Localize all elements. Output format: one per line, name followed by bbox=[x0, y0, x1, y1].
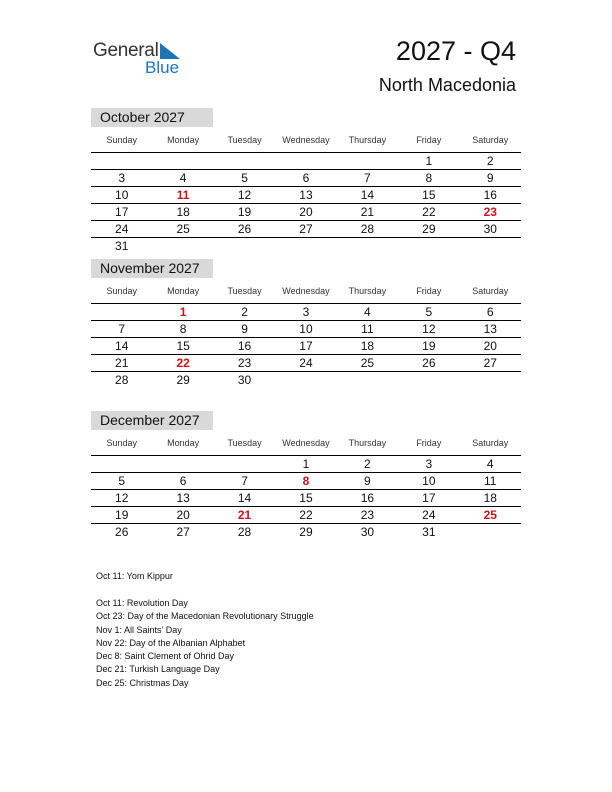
note-line: Oct 23: Day of the Macedonian Revolutionary Struggle bbox=[96, 611, 314, 622]
date-cell bbox=[152, 456, 213, 472]
date-cell: 21 bbox=[115, 356, 129, 370]
date-cell: 22 bbox=[299, 508, 313, 522]
weekday-label: Saturday bbox=[472, 135, 509, 145]
weekday-label: Wednesday bbox=[282, 135, 330, 145]
date-cell: 13 bbox=[483, 322, 497, 336]
date-cell: 4 bbox=[179, 171, 187, 185]
date-cell: 18 bbox=[360, 339, 375, 353]
date-cell: 30 bbox=[360, 525, 375, 539]
week-row bbox=[91, 490, 521, 507]
weekday-label: Friday bbox=[416, 286, 442, 296]
date-cell: 27 bbox=[299, 222, 313, 236]
date-cell: 14 bbox=[115, 339, 129, 353]
weekday-header bbox=[91, 283, 521, 304]
weekday-label: Monday bbox=[167, 286, 200, 296]
date-cell bbox=[460, 238, 521, 255]
date-cell: 19 bbox=[237, 205, 252, 219]
note-line: Dec 25: Christmas Day bbox=[96, 677, 189, 688]
date-cell: 11 bbox=[361, 322, 374, 336]
weekday-label: Monday bbox=[167, 135, 200, 145]
date-cell: 16 bbox=[483, 188, 497, 202]
date-cell: 16 bbox=[237, 339, 252, 353]
date-cell: 1 bbox=[302, 457, 310, 471]
weekday-header bbox=[91, 435, 521, 456]
date-cell: 12 bbox=[237, 188, 252, 202]
holiday-date: 21 bbox=[237, 508, 252, 522]
date-cell bbox=[214, 456, 275, 472]
note-line: Nov 22: Day of the Albanian Alphabet bbox=[96, 637, 246, 648]
generalblue-logo bbox=[93, 40, 193, 80]
weekday-label: Tuesday bbox=[227, 135, 262, 145]
date-cell: 9 bbox=[364, 474, 371, 488]
date-cell: 28 bbox=[360, 222, 375, 236]
date-cell: 31 bbox=[422, 525, 436, 539]
date-cell: 3 bbox=[302, 305, 310, 319]
date-cell bbox=[398, 372, 459, 389]
date-cell: 5 bbox=[118, 474, 126, 488]
weekday-label: Monday bbox=[167, 438, 200, 448]
date-cell: 4 bbox=[364, 305, 371, 319]
week-row bbox=[91, 304, 521, 321]
date-cell: 2 bbox=[486, 154, 494, 168]
date-cell bbox=[214, 238, 275, 255]
week-row bbox=[91, 221, 521, 238]
week-row bbox=[91, 187, 521, 204]
date-cell: 24 bbox=[299, 356, 313, 370]
date-cell: 15 bbox=[299, 491, 313, 505]
holiday-date: 22 bbox=[176, 356, 190, 370]
date-cell: 29 bbox=[422, 222, 436, 236]
weekday-label: Sunday bbox=[106, 286, 137, 296]
date-cell: 3 bbox=[118, 171, 126, 185]
date-cell: 7 bbox=[364, 171, 371, 185]
week-row bbox=[91, 204, 521, 221]
month-label: November 2027 bbox=[91, 259, 213, 278]
note-line: Oct 11: Revolution Day bbox=[96, 598, 188, 608]
date-cell: 5 bbox=[425, 305, 433, 319]
date-cell: 20 bbox=[176, 508, 190, 522]
date-cell bbox=[460, 372, 521, 389]
week-row bbox=[91, 473, 521, 490]
date-cell: 8 bbox=[179, 322, 187, 336]
note-line: Oct 11: Yom Kippur bbox=[96, 571, 173, 581]
date-cell: 10 bbox=[299, 322, 313, 336]
date-cell: 29 bbox=[299, 525, 313, 539]
date-cell: 13 bbox=[299, 188, 313, 202]
date-cell bbox=[275, 372, 336, 389]
date-cell: 2 bbox=[364, 457, 371, 471]
month-label: October 2027 bbox=[91, 108, 213, 127]
logo-blue-text: Blue bbox=[145, 58, 180, 77]
date-cell bbox=[152, 153, 213, 169]
page-title: 2027 - Q4 bbox=[395, 36, 516, 66]
week-row bbox=[91, 321, 521, 338]
date-cell: 10 bbox=[115, 188, 129, 202]
date-cell: 17 bbox=[115, 205, 129, 219]
date-cell: 26 bbox=[422, 356, 436, 370]
date-cell: 28 bbox=[237, 525, 252, 539]
weekday-label: Saturday bbox=[472, 286, 509, 296]
week-row bbox=[91, 355, 521, 372]
holiday-date: 23 bbox=[483, 205, 497, 219]
date-cell: 27 bbox=[483, 356, 497, 370]
observances-list bbox=[96, 570, 173, 583]
week-row bbox=[91, 338, 521, 355]
date-cell: 7 bbox=[118, 322, 126, 336]
holidays-list bbox=[96, 597, 314, 690]
note-line: Dec 21: Turkish Language Day bbox=[96, 664, 220, 675]
date-cell: 22 bbox=[422, 205, 436, 219]
logo-general-text: General bbox=[93, 40, 159, 61]
date-cell: 3 bbox=[425, 457, 433, 471]
date-cell: 7 bbox=[241, 474, 248, 488]
date-cell: 30 bbox=[483, 222, 497, 236]
date-cell: 10 bbox=[422, 474, 436, 488]
weekday-header bbox=[91, 132, 521, 153]
weekday-label: Friday bbox=[416, 135, 442, 145]
date-cell: 20 bbox=[483, 339, 497, 353]
date-cell: 25 bbox=[360, 356, 375, 370]
date-cell: 11 bbox=[484, 474, 497, 488]
date-cell: 16 bbox=[360, 491, 375, 505]
date-cell: 18 bbox=[483, 491, 497, 505]
week-row bbox=[91, 456, 521, 473]
date-cell: 9 bbox=[241, 322, 248, 336]
weekday-label: Thursday bbox=[348, 438, 387, 448]
date-cell: 5 bbox=[241, 171, 248, 185]
date-cell: 15 bbox=[422, 188, 436, 202]
date-cell: 23 bbox=[237, 356, 252, 370]
date-cell: 6 bbox=[486, 305, 494, 319]
date-cell: 28 bbox=[115, 373, 129, 387]
weekday-label: Thursday bbox=[348, 286, 387, 296]
date-cell: 31 bbox=[115, 239, 129, 253]
date-cell: 30 bbox=[237, 373, 252, 387]
date-cell: 18 bbox=[176, 205, 190, 219]
date-cell: 8 bbox=[425, 171, 433, 185]
weekday-label: Sunday bbox=[106, 135, 137, 145]
date-cell: 17 bbox=[299, 339, 313, 353]
date-cell: 9 bbox=[486, 171, 494, 185]
date-cell: 25 bbox=[176, 222, 190, 236]
week-row bbox=[91, 153, 521, 170]
weekday-label: Wednesday bbox=[282, 438, 330, 448]
date-cell: 1 bbox=[425, 154, 433, 168]
date-cell: 24 bbox=[115, 222, 129, 236]
date-cell: 24 bbox=[422, 508, 436, 522]
date-cell: 2 bbox=[241, 305, 248, 319]
date-cell: 14 bbox=[237, 491, 252, 505]
date-cell: 17 bbox=[422, 491, 436, 505]
holiday-date: 25 bbox=[483, 508, 497, 522]
date-cell: 19 bbox=[422, 339, 436, 353]
date-cell: 29 bbox=[176, 373, 190, 387]
note-line: Nov 1: All Saints’ Day bbox=[96, 624, 182, 635]
date-cell: 26 bbox=[237, 222, 252, 236]
country-name: North Macedonia bbox=[378, 75, 516, 95]
month-calendar bbox=[91, 411, 521, 541]
date-cell bbox=[337, 153, 398, 169]
date-cell: 23 bbox=[360, 508, 375, 522]
date-cell bbox=[398, 238, 459, 255]
date-cell bbox=[214, 153, 275, 169]
week-row bbox=[91, 507, 521, 524]
date-cell bbox=[460, 524, 521, 541]
weekday-label: Wednesday bbox=[282, 286, 330, 296]
date-cell: 12 bbox=[422, 322, 436, 336]
date-cell: 13 bbox=[176, 491, 190, 505]
logo-triangle-icon bbox=[160, 43, 180, 59]
date-cell: 21 bbox=[360, 205, 375, 219]
date-cell: 15 bbox=[176, 339, 190, 353]
weekday-label: Tuesday bbox=[227, 438, 262, 448]
date-cell: 4 bbox=[486, 457, 494, 471]
week-row bbox=[91, 170, 521, 187]
weekday-label: Friday bbox=[416, 438, 442, 448]
date-cell: 14 bbox=[360, 188, 375, 202]
date-cell bbox=[275, 153, 336, 169]
date-cell bbox=[152, 238, 213, 255]
week-row bbox=[91, 372, 521, 389]
holiday-date: 8 bbox=[302, 474, 310, 488]
holiday-date: 11 bbox=[176, 188, 190, 202]
weekday-label: Thursday bbox=[348, 135, 387, 145]
date-cell bbox=[275, 238, 336, 255]
week-row bbox=[91, 238, 521, 255]
date-cell: 12 bbox=[115, 491, 129, 505]
date-cell: 6 bbox=[179, 474, 187, 488]
date-cell bbox=[91, 304, 152, 320]
note-line: Dec 8: Saint Clement of Ohrid Day bbox=[96, 651, 235, 662]
month-calendar bbox=[91, 108, 521, 255]
date-cell bbox=[337, 238, 398, 255]
date-cell: 19 bbox=[115, 508, 129, 522]
holiday-date: 1 bbox=[179, 305, 187, 319]
date-cell bbox=[91, 153, 152, 169]
date-cell bbox=[337, 372, 398, 389]
weekday-label: Tuesday bbox=[227, 286, 262, 296]
date-cell: 27 bbox=[176, 525, 190, 539]
weekday-label: Saturday bbox=[472, 438, 509, 448]
month-calendar bbox=[91, 259, 521, 389]
date-cell: 26 bbox=[115, 525, 129, 539]
weekday-label: Sunday bbox=[106, 438, 137, 448]
date-cell: 20 bbox=[299, 205, 313, 219]
date-cell: 6 bbox=[302, 171, 310, 185]
date-cell bbox=[91, 456, 152, 472]
week-row bbox=[91, 524, 521, 541]
month-label: December 2027 bbox=[91, 411, 213, 430]
